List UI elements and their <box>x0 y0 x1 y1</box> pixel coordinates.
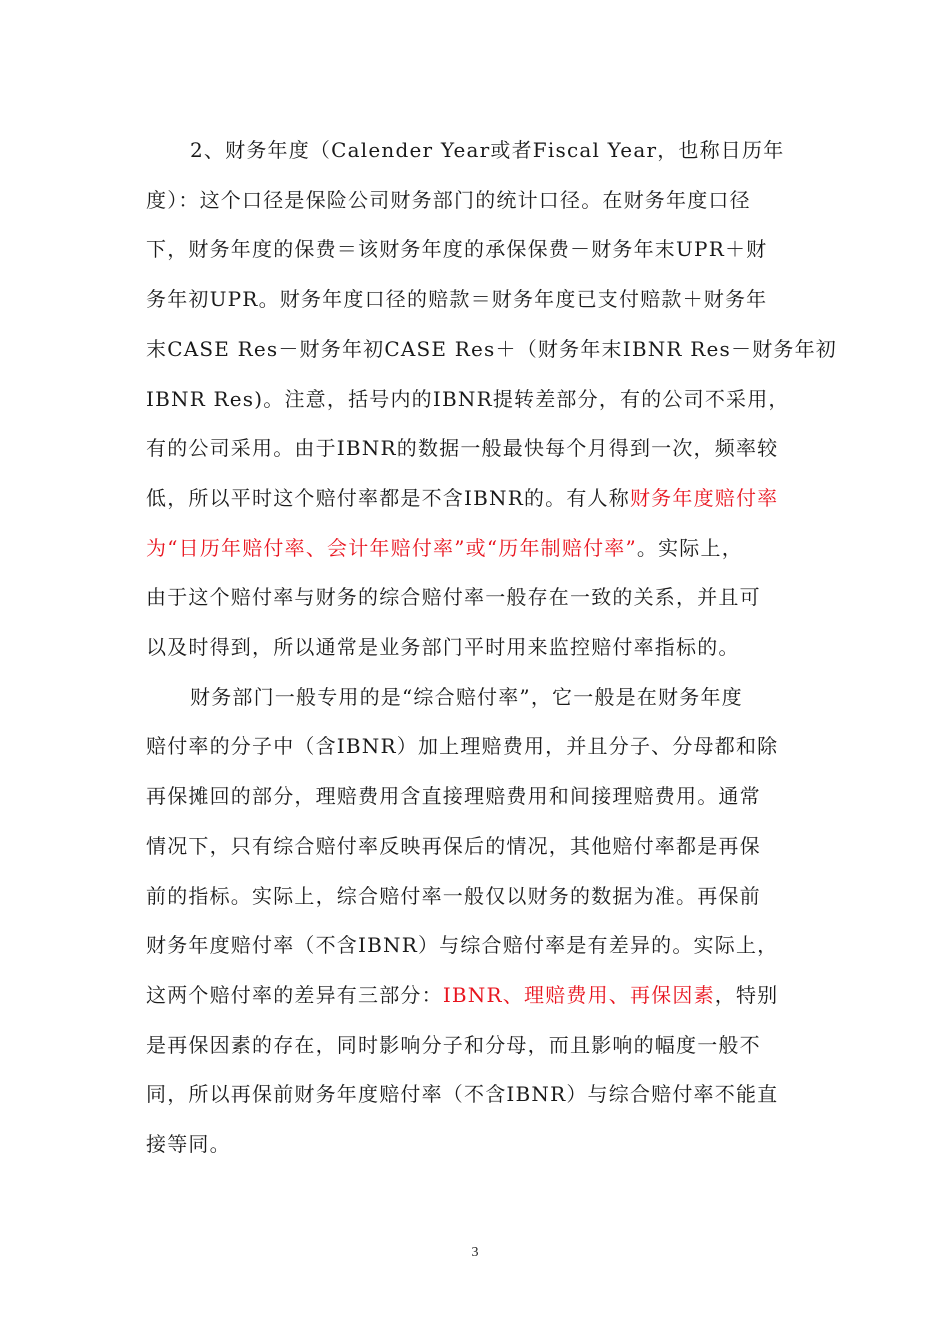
text-line <box>146 236 767 262</box>
text-line <box>190 684 743 710</box>
text-line <box>146 932 778 958</box>
text-line <box>146 336 837 362</box>
text-segment: 再保摊回的部分，理赔费用含直接理赔费用和间接理赔费用。通常 <box>146 784 761 809</box>
text-segment: 2、财务年度（Calender Year或者Fiscal Year，也称日历年 <box>190 138 785 162</box>
text-line <box>146 883 761 909</box>
text-line <box>146 535 743 561</box>
text-segment: 下，财务年度的保费＝该财务年度的承保保费－财务年末UPR＋财 <box>146 237 768 262</box>
text-line <box>146 733 778 759</box>
text-line <box>190 137 784 163</box>
text-segment: 末CASE Res－财务年初CASE Res＋（财务年末IBNR Res－财务年初 <box>146 336 837 361</box>
text-segment: 以及时得到，所以通常是业务部门平时用来监控赔付率指标的。 <box>146 635 740 659</box>
text-line <box>146 1032 761 1058</box>
text-line <box>146 634 740 660</box>
text-segment: ，特别 <box>714 982 779 1007</box>
text-line <box>146 833 761 859</box>
text-line <box>146 1131 231 1157</box>
text-line <box>146 982 778 1008</box>
text-line <box>146 485 778 511</box>
text-segment: 情况下，只有综合赔付率反映再保后的情况，其他赔付率都是再保 <box>146 833 761 858</box>
highlighted-text: 为“日历年赔付率、会计年赔付率”或“历年制赔付率” <box>146 535 637 560</box>
text-segment: 是再保因素的存在，同时影响分子和分母，而且影响的幅度一般不 <box>146 1032 761 1057</box>
text-segment: 同，所以再保前财务年度赔付率（不含IBNR）与综合赔付率不能直 <box>146 1082 779 1107</box>
text-segment: IBNR Res)。注意，括号内的IBNR提转差部分，有的公司不采用， <box>146 386 790 411</box>
page-number: 3 <box>471 1245 479 1260</box>
text-segment: 务年初UPR。财务年度口径的赔款＝财务年度已支付赔款＋财务年 <box>146 287 768 312</box>
text-segment: 有的公司采用。由于IBNR的数据一般最快每个月得到一次，频率较 <box>146 436 779 461</box>
text-line <box>146 1081 778 1107</box>
text-line <box>146 286 767 312</box>
text-segment: 前的指标。实际上，综合赔付率一般仅以财务的数据为准。再保前 <box>146 883 761 908</box>
text-segment: 。实际上， <box>636 535 743 560</box>
text-line <box>146 783 761 809</box>
text-segment: 接等同。 <box>146 1132 231 1156</box>
text-segment: 财务年度赔付率（不含IBNR）与综合赔付率是有差异的。实际上， <box>146 933 779 958</box>
text-line <box>146 386 790 412</box>
text-segment: 低，所以平时这个赔付率都是不含IBNR的。有人称 <box>146 485 630 510</box>
text-segment: 由于这个赔付率与财务的综合赔付率一般存在一致的关系，并且可 <box>146 585 761 610</box>
text-segment: 财务部门一般专用的是“综合赔付率”，它一般是在财务年度 <box>190 684 743 709</box>
text-segment: 赔付率的分子中（含IBNR）加上理赔费用，并且分子、分母都和除 <box>146 734 779 759</box>
highlighted-text: IBNR、理赔费用、再保因素 <box>442 982 715 1007</box>
highlighted-text: 财务年度赔付率 <box>629 485 779 510</box>
text-segment: 这两个赔付率的差异有三部分： <box>146 982 443 1007</box>
text-line <box>146 187 751 213</box>
text-line <box>146 435 778 461</box>
text-segment: 度）：这个口径是保险公司财务部门的统计口径。在财务年度口径 <box>146 187 751 212</box>
text-line <box>146 584 761 610</box>
